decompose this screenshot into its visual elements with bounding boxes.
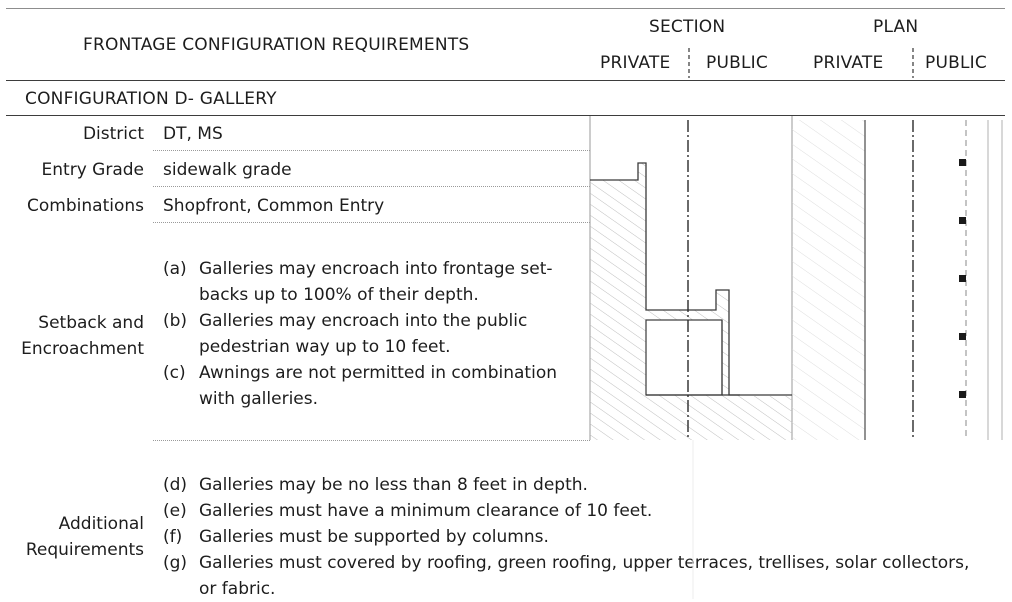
section-private-heading: PRIVATE <box>600 53 671 73</box>
plan-public-heading: PUBLIC <box>925 53 987 73</box>
additional-item-g-marker: (g) <box>163 553 188 573</box>
additional-item-e-line: Galleries must have a minimum clearance of 10 feet. <box>199 501 653 521</box>
setback-item-b-marker: (b) <box>163 311 188 331</box>
plan-heading: PLAN <box>873 17 919 37</box>
district-label: District <box>82 124 144 144</box>
setback-label-line: Setback and <box>38 313 144 333</box>
setback-item-b-line: pedestrian way up to 10 feet. <box>199 337 451 357</box>
setback-item-a-line: Galleries may encroach into frontage set- <box>199 259 553 279</box>
district-value: DT, MS <box>163 124 223 144</box>
additional-item-e-marker: (e) <box>163 501 187 521</box>
additional-item-g-line: Galleries must covered by roofing, green roofing, upper terraces, trellises, solar collectors, <box>199 553 970 573</box>
configuration-title: CONFIGURATION D- GALLERY <box>25 89 277 109</box>
plan-private-heading: PRIVATE <box>813 53 884 73</box>
section-public-heading: PUBLIC <box>706 53 768 73</box>
entry-grade-label: Entry Grade <box>41 160 144 180</box>
additional-label-line: Additional <box>58 514 144 534</box>
setback-item-a-line: backs up to 100% of their depth. <box>199 285 479 305</box>
table-title: FRONTAGE CONFIGURATION REQUIREMENTS <box>83 35 470 55</box>
plan-diagram <box>792 120 1002 440</box>
additional-item-f-marker: (f) <box>163 527 183 547</box>
setback-item-a-marker: (a) <box>163 259 187 279</box>
additional-item-f-line: Galleries must be supported by columns. <box>199 527 549 547</box>
additional-item-g-line: or fabric. <box>199 579 276 599</box>
setback-item-c-line: Awnings are not permitted in combination <box>199 363 557 383</box>
section-diagram <box>590 116 792 440</box>
setback-item-b-line: Galleries may encroach into the public <box>199 311 528 331</box>
setback-label-line: Encroachment <box>21 339 144 359</box>
additional-item-d-marker: (d) <box>163 475 188 495</box>
setback-item-c-line: with galleries. <box>199 389 319 409</box>
additional-item-d-line: Galleries may be no less than 8 feet in depth. <box>199 475 588 495</box>
section-heading: SECTION <box>649 17 726 37</box>
setback-item-c-marker: (c) <box>163 363 186 383</box>
entry-grade-value: sidewalk grade <box>163 160 292 180</box>
combinations-label: Combinations <box>27 196 144 216</box>
additional-label-line: Requirements <box>25 540 144 560</box>
combinations-value: Shopfront, Common Entry <box>163 196 385 216</box>
